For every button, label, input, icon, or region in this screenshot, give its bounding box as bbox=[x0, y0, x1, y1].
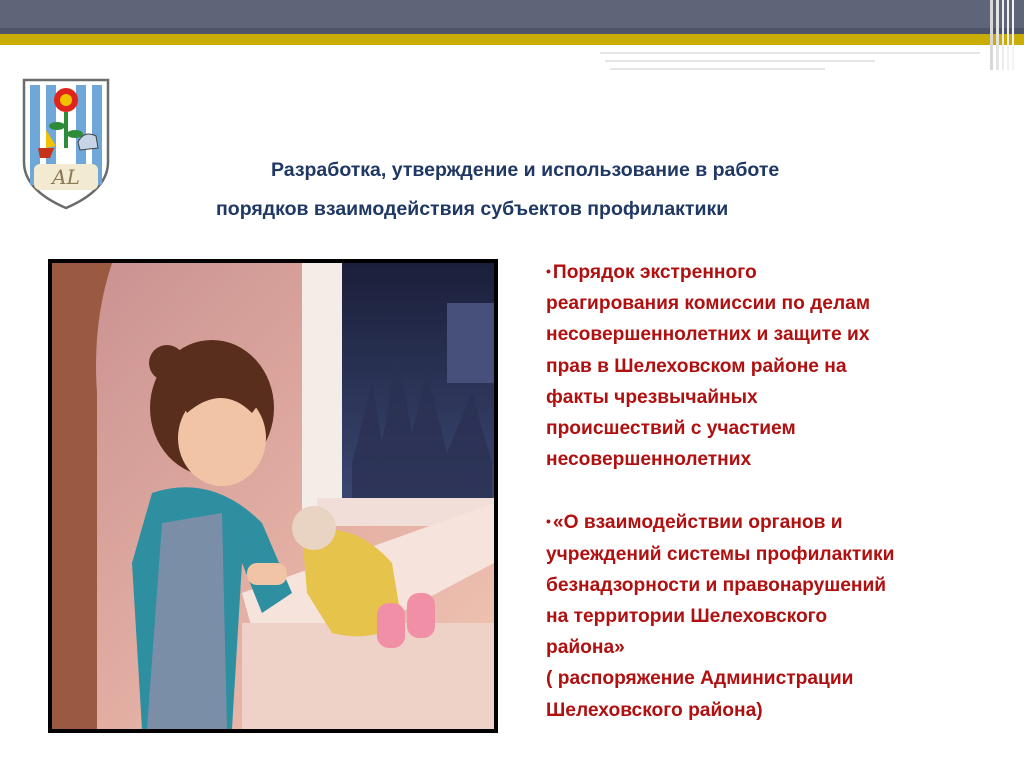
bullet-line: прав в Шелеховском районе на bbox=[546, 355, 847, 377]
decor-rule-2 bbox=[605, 60, 875, 62]
bullet-line: ( распоряжение Администрации bbox=[546, 668, 854, 690]
bullet-line: факты чрезвычайных bbox=[546, 386, 758, 408]
bullet-line: несовершеннолетних и защите их bbox=[546, 324, 870, 346]
bullet-item bbox=[546, 256, 986, 475]
decor-rule-1 bbox=[600, 52, 980, 54]
bullet-marker: • bbox=[546, 513, 551, 530]
bullet-line: • «О взаимодействии органов и bbox=[546, 512, 843, 534]
accent-bar bbox=[0, 34, 1024, 45]
emblem-letters: AL bbox=[52, 165, 80, 189]
bullet-item bbox=[546, 506, 986, 725]
bullet-line: несовершеннолетних bbox=[546, 449, 752, 471]
coat-of-arms-emblem bbox=[20, 78, 112, 212]
slide-title bbox=[180, 150, 900, 230]
corner-decoration bbox=[960, 0, 1024, 70]
decor-rule-3 bbox=[610, 68, 825, 70]
title-line-1: Разработка, утверждение и использование в работе bbox=[271, 159, 780, 181]
child-at-window-photo bbox=[48, 259, 498, 733]
bullet-line: реагирования комиссии по делам bbox=[546, 293, 871, 315]
bullet-line: происшествий с участием bbox=[546, 418, 796, 440]
bullet-marker: • bbox=[546, 263, 551, 279]
bullet-list bbox=[546, 256, 986, 726]
bullet-line: безнадзорности и правонарушений bbox=[546, 574, 887, 596]
bullet-line: Шелеховского района) bbox=[546, 699, 763, 721]
bullet-line: • Порядок экстренного bbox=[546, 262, 757, 283]
bullet-line: района» bbox=[546, 637, 625, 659]
bullet-line: на территории Шелеховского bbox=[546, 606, 828, 628]
title-line-2: порядков взаимодействия субъектов профилактики bbox=[216, 198, 729, 220]
bullet-line: учреждений системы профилактики bbox=[546, 543, 895, 565]
